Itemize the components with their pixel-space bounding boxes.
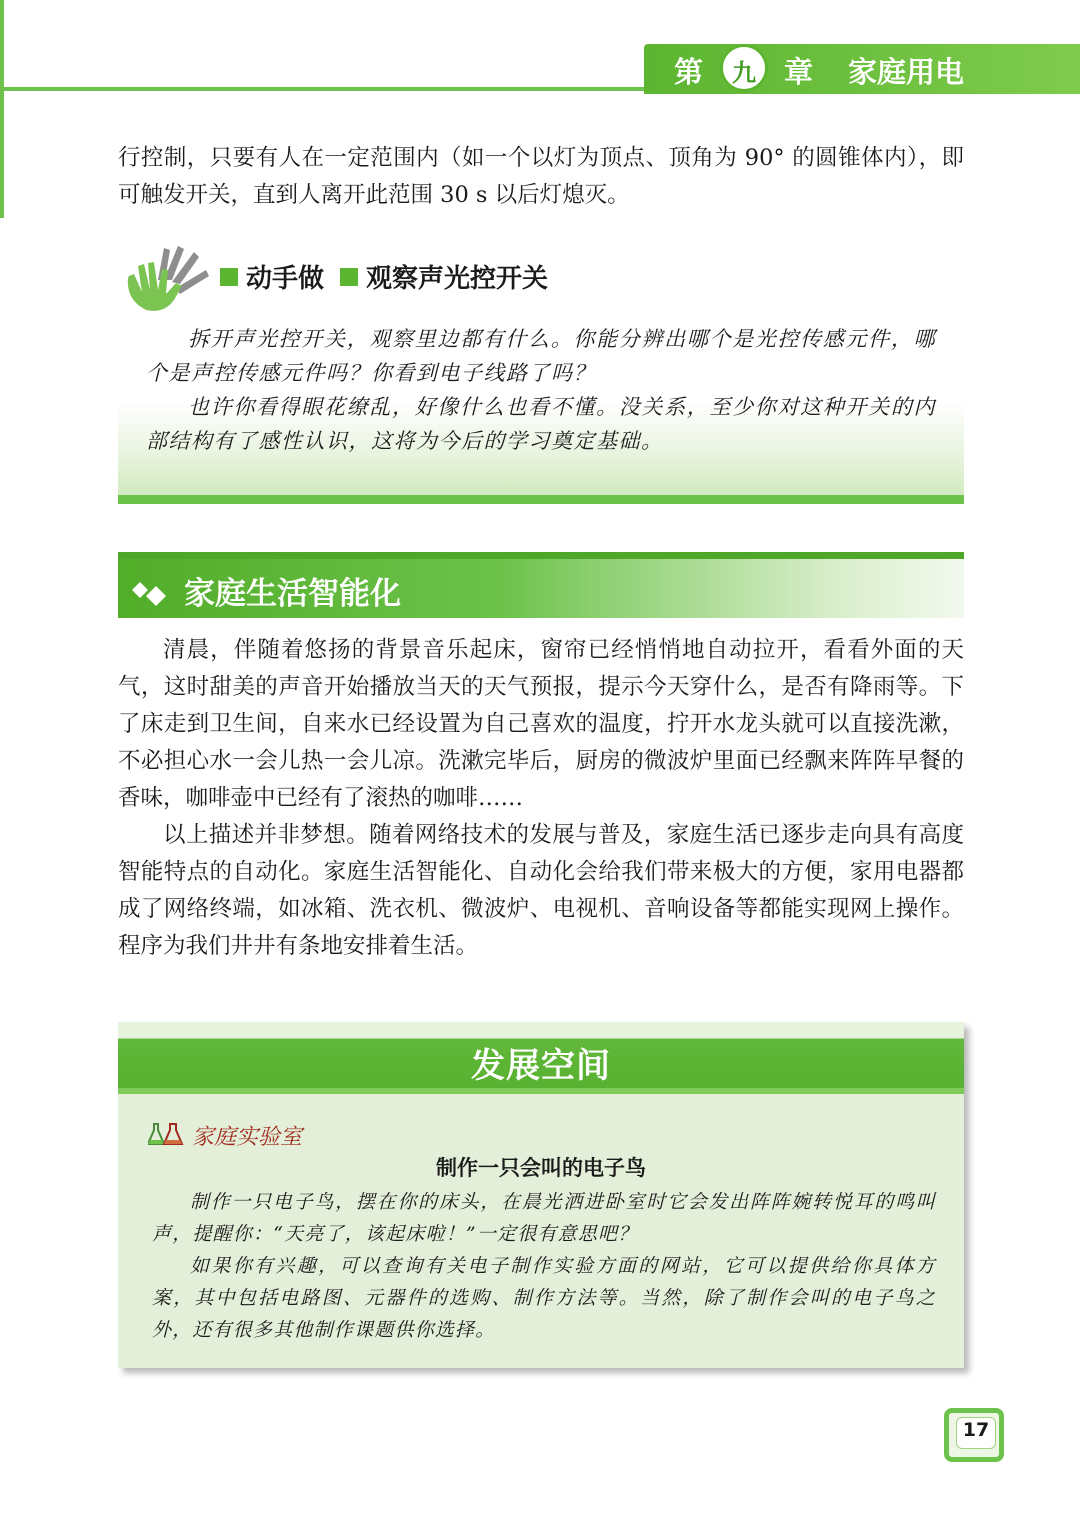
development-box: [118, 1022, 964, 1368]
square-bullet-icon: [340, 268, 358, 286]
activity-title-row: [220, 258, 548, 295]
flask-icon: [148, 1122, 188, 1148]
diamond-bullet-icon: [130, 578, 174, 606]
chapter-suffix: 章: [784, 55, 814, 89]
activity-label: 动手做: [246, 264, 325, 294]
intro-text: 行控制，只要有人在一定范围内（如一个以灯为顶点、顶角为 90° 的圆锥体内），即可触发开关，直到人离开此范围 30 s 以后灯熄灭。: [118, 145, 964, 208]
left-margin-rule: [0, 0, 4, 218]
development-title: 发展空间: [471, 1046, 611, 1086]
chapter-header: [644, 44, 1080, 94]
activity-heading: [118, 240, 718, 316]
hands-icon: [118, 240, 218, 316]
development-subtitle: 制作一只会叫的电子鸟: [436, 1156, 646, 1180]
page-number-badge: [944, 1408, 1004, 1462]
development-text: [152, 1186, 936, 1346]
chapter-number-badge: [720, 44, 768, 92]
section-body: [118, 632, 964, 965]
lab-label: 家庭实验室: [192, 1125, 303, 1150]
square-bullet-icon: [220, 268, 238, 286]
activity-paragraph: 也许你看得眼花缭乱，好像什么也看不懂。没关系，至少你对这种开关的内部结构有了感性认识，这将为今后的学习奠定基础。: [146, 395, 936, 453]
activity-bottom-bar: [118, 495, 964, 504]
section-paragraph: 清晨，伴随着悠扬的背景音乐起床，窗帘已经悄悄地自动拉开，看看外面的天气，这时甜美的声音开始播放当天的天气预报，提示今天穿什么，是否有降雨等。下了床走到卫生间，自来水已经设置为自己喜欢的温度，拧开水龙头就可以直接洗漱，不必担心水一会儿热一会儿凉。洗漱完毕后，厨房的微波炉里面已经飘来阵阵早餐的香味，咖啡壶中已经有了滚热的咖啡……: [118, 637, 964, 811]
chapter-prefix: 第: [674, 55, 704, 89]
page-number: 17: [962, 1419, 990, 1441]
development-paragraph: 制作一只电子鸟，摆在你的床头，在晨光洒进卧室时它会发出阵阵婉转悦耳的鸣叫声，提醒你：“天亮了，该起床啦！”一定很有意思吧？: [152, 1191, 936, 1245]
section-topline: [118, 552, 964, 559]
section-heading: [118, 552, 964, 618]
development-paragraph: 如果你有兴趣，可以查询有关电子制作实验方面的网站，它可以提供给你具体方案，其中包括电路图、元器件的选购、制作方法等。当然，除了制作会叫的电子鸟之外，还有很多其他制作课题供你选择。: [152, 1255, 936, 1341]
development-header: [118, 1022, 964, 1094]
activity-box: [118, 318, 964, 504]
section-paragraph: 以上描述并非梦想。随着网络技术的发展与普及，家庭生活已逐步走向具有高度智能特点的自动化。家庭生活智能化、自动化会给我们带来极大的方便，家用电器都成了网络终端，如冰箱、洗衣机、微波炉、电视机、音响设备等都能实现网上操作。程序为我们井井有条地安排着生活。: [118, 822, 964, 959]
chapter-title: 家庭用电: [848, 55, 965, 89]
development-header-stripe: [118, 1088, 964, 1094]
section-title: 家庭生活智能化: [184, 576, 401, 612]
activity-text: [146, 322, 936, 458]
intro-paragraph: [118, 140, 964, 214]
chapter-number: 九: [732, 58, 756, 87]
activity-paragraph: 拆开声光控开关，观察里边都有什么。你能分辨出哪个是光控传感元件，哪个是声控传感元件吗？你看到电子线路了吗？: [146, 327, 936, 385]
activity-title: 观察声光控开关: [366, 264, 549, 294]
